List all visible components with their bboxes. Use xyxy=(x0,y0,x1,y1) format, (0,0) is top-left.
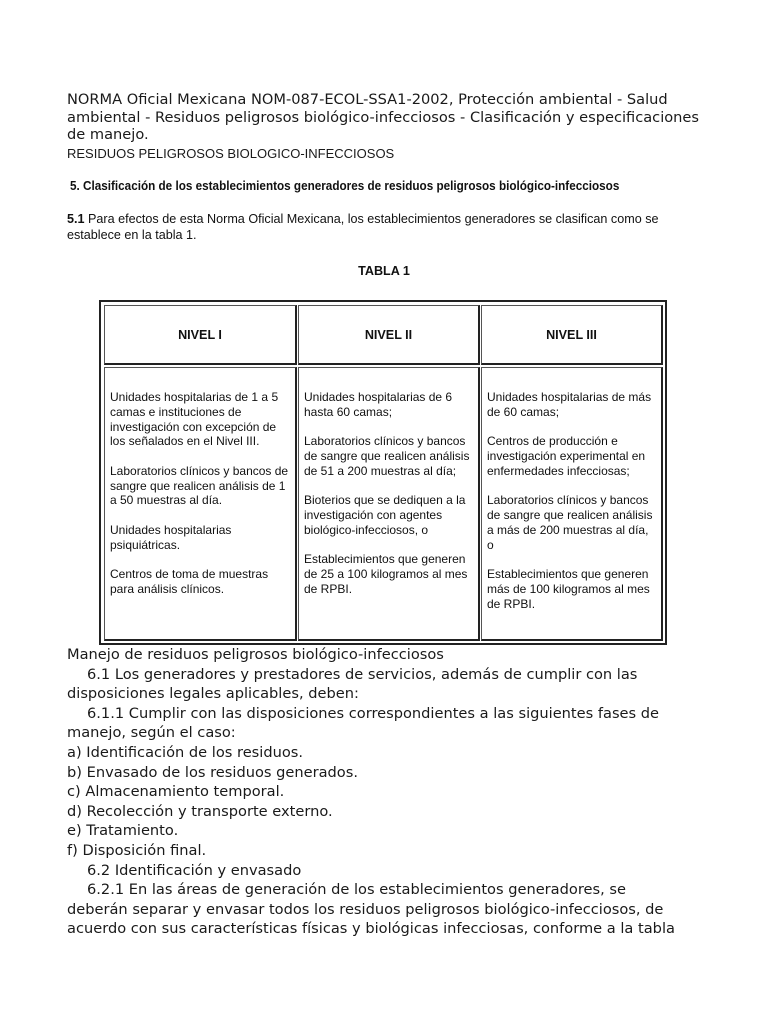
classification-table xyxy=(99,300,667,645)
list-item-d: d) Recolección y transporte externo. xyxy=(67,802,333,820)
table-title: TABLA 1 xyxy=(358,264,410,278)
table-cell-item: Bioterios que se dediquen a la investigación con agentes biológico-infecciosos, o xyxy=(304,493,466,537)
table-cell-item: Unidades hospitalarias de 6 hasta 60 camas; xyxy=(304,390,453,419)
paragraph-6-2-1-line-1: 6.2.1 En las áreas de generación de los establecimientos generadores, se xyxy=(87,881,626,899)
table-cell-item: Establecimientos que generen más de 100 kilogramos al mes de RPBI. xyxy=(487,566,650,611)
table-header-nivel-2: NIVEL II xyxy=(298,305,480,365)
list-item-c: c) Almacenamiento temporal. xyxy=(67,783,285,801)
paragraph-6-2-1-line-2: deberán separar y envasar todos los residuos peligrosos biológico-infecciosos, de xyxy=(67,900,664,918)
table-cell-item: Unidades hospitalarias psiquiátricas. xyxy=(110,522,232,552)
table-cell-item: Centros de producción e investigación experimental en enfermedades infecciosas; xyxy=(487,434,646,478)
list-item-b: b) Envasado de los residuos generados. xyxy=(67,763,358,781)
paragraph-5-1 xyxy=(67,212,707,243)
list-item-a: a) Identificación de los residuos. xyxy=(67,743,304,761)
table-cell-item: Laboratorios clínicos y bancos de sangre que realicen análisis de 51 a 200 muestras al día; xyxy=(304,434,470,478)
table-cell-nivel-1 xyxy=(104,367,297,641)
list-item-f: f) Disposición final. xyxy=(67,841,207,859)
section-5-heading: 5. Clasificación de los establecimientos generadores de residuos peligrosos biológico-infecciosos xyxy=(70,179,620,193)
paragraph-6-1-1-line-1: 6.1.1 Cumplir con las disposiciones correspondientes a las siguientes fases de xyxy=(87,704,660,722)
paragraph-6-1-line-1: 6.1 Los generadores y prestadores de servicios, además de cumplir con las xyxy=(87,665,638,683)
document-title: NORMA Oficial Mexicana NOM-087-ECOL-SSA1-2002, Protección ambiental - Salud ambiental - Residuos peligrosos biológico-infecciosos - Clasificación y especificaciones de manejo. xyxy=(67,91,700,143)
table-cell-item: Laboratorios clínicos y bancos de sangre que realicen análisis a más de 200 muestras al día, o xyxy=(487,493,653,552)
table-cell-item: Centros de toma de muestras para análisis clínicos. xyxy=(110,566,269,596)
paragraph-5-1-number: 5.1 xyxy=(67,212,85,226)
paragraph-6-1-line-2: disposiciones legales aplicables, deben: xyxy=(67,685,359,703)
table-header-nivel-3: NIVEL III xyxy=(481,305,663,365)
table-cell-item: Unidades hospitalarias de 1 a 5 camas e instituciones de investigación con excepción de los señalados en el Nivel III. xyxy=(110,390,279,449)
table-cell-item: Unidades hospitalarias de más de 60 camas; xyxy=(487,390,652,419)
heading-6-2: 6.2 Identificación y envasado xyxy=(87,861,302,879)
paragraph-5-1-text: Para efectos de esta Norma Oficial Mexicana, los establecimientos generadores se clasifican como se establece en la tabla 1. xyxy=(67,212,659,242)
paragraph-6-2-1-line-3: acuerdo con sus características físicas y biológicas infecciosas, conforme a la tabla xyxy=(67,920,675,938)
table-cell-nivel-2 xyxy=(298,367,480,641)
document-subtitle: RESIDUOS PELIGROSOS BIOLOGICO-INFECCIOSOS xyxy=(67,146,395,161)
table-cell-item: Laboratorios clínicos y bancos de sangre que realicen análisis de 1 a 50 muestras al día. xyxy=(110,463,289,508)
manejo-section xyxy=(67,645,707,939)
table-header-nivel-1: NIVEL I xyxy=(104,305,297,365)
paragraph-6-1-1-line-2: manejo, según el caso: xyxy=(67,724,236,742)
table-cell-item: Establecimientos que generen de 25 a 100 kilogramos al mes de RPBI. xyxy=(304,552,468,596)
list-item-e: e) Tratamiento. xyxy=(67,822,179,840)
manejo-title: Manejo de residuos peligrosos biológico-infecciosos xyxy=(67,646,444,663)
table-cell-nivel-3 xyxy=(481,367,663,641)
